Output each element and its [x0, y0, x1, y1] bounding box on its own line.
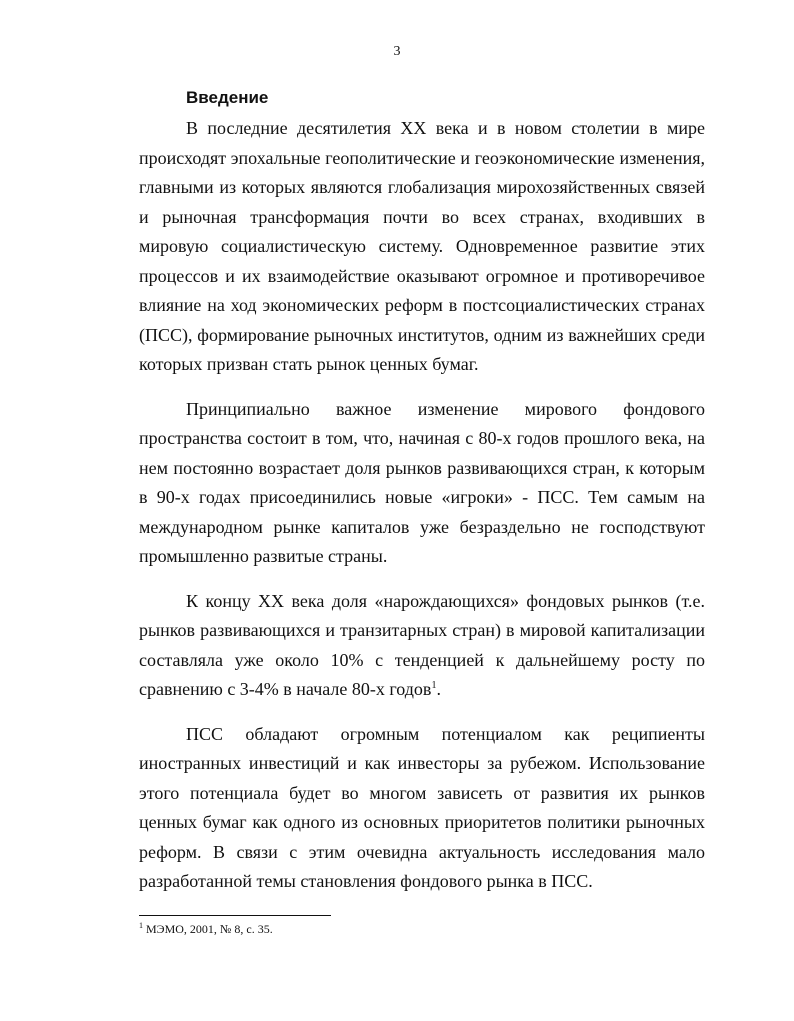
paragraph-2: Принципиально важное изменение мирового фондового пространства состоит в том, что, начиная с 80-х годов прошлого века, на нем постоянно возрастает доля рынков развивающихся стран, к которым в 90-х годах присоединились новые «игроки» - ПСС. Тем самым на международном рынке капиталов уже безраздельно не господствуют промышленно развитые страны. [139, 398, 705, 566]
footnote-reference: 1 [431, 680, 437, 691]
footnote-marker: 1 [139, 921, 143, 930]
footnote [139, 922, 273, 937]
paragraph-1: В последние десятилетия XX века и в новом столетии в мире происходят эпохальные геополитические и геоэкономические изменения, главными из которых являются глобализация мирохозяйственных связей и рыночная трансформация почти во всех странах, входивших в мировую социалистическую систему. Одновременное развитие этих процессов и их взаимодействие оказывают огромное и противоречивое влияние на ход экономических реформ в постсоциалистических странах (ПСС), формирование рыночных институтов, одним из важнейших среди которых призван стать рынок ценных бумаг. [139, 118, 705, 374]
page-number: 3 [393, 44, 401, 59]
footnote-text: МЭМО, 2001, № 8, с. 35. [146, 922, 273, 936]
body-text [139, 114, 705, 912]
section-heading: Введение [186, 88, 269, 107]
footnote-divider [139, 915, 331, 916]
paragraph-3: К концу XX века доля «нарождающихся» фондовых рынков (т.е. рынков развивающихся и транзитарных стран) в мировой капитализации составляла уже около 10% с тенденцией к дальнейшему росту по сравнению с 3-4% в начале 80-х годов$^1$. [139, 590, 705, 699]
paragraph-3-text: К концу XX века доля «нарождающихся» фондовых рынков (т.е. рынков развивающихся и транзитарных стран) в мировой капитализации составляла уже около 10% с тенденцией к дальнейшему росту по сравнению с 3-4% в начале 80-х годов [139, 590, 705, 699]
paragraph-4: ПСС обладают огромным потенциалом как реципиенты иностранных инвестиций и как инвесторы за рубежом. Использование этого потенциала будет во многом зависеть от развития их рынков ценных бумаг как одного из основных приоритетов политики рыночных реформ. В связи с этим очевидна актуальность исследования мало разработанной темы становления фондового рынка в ПСС. [139, 723, 705, 891]
